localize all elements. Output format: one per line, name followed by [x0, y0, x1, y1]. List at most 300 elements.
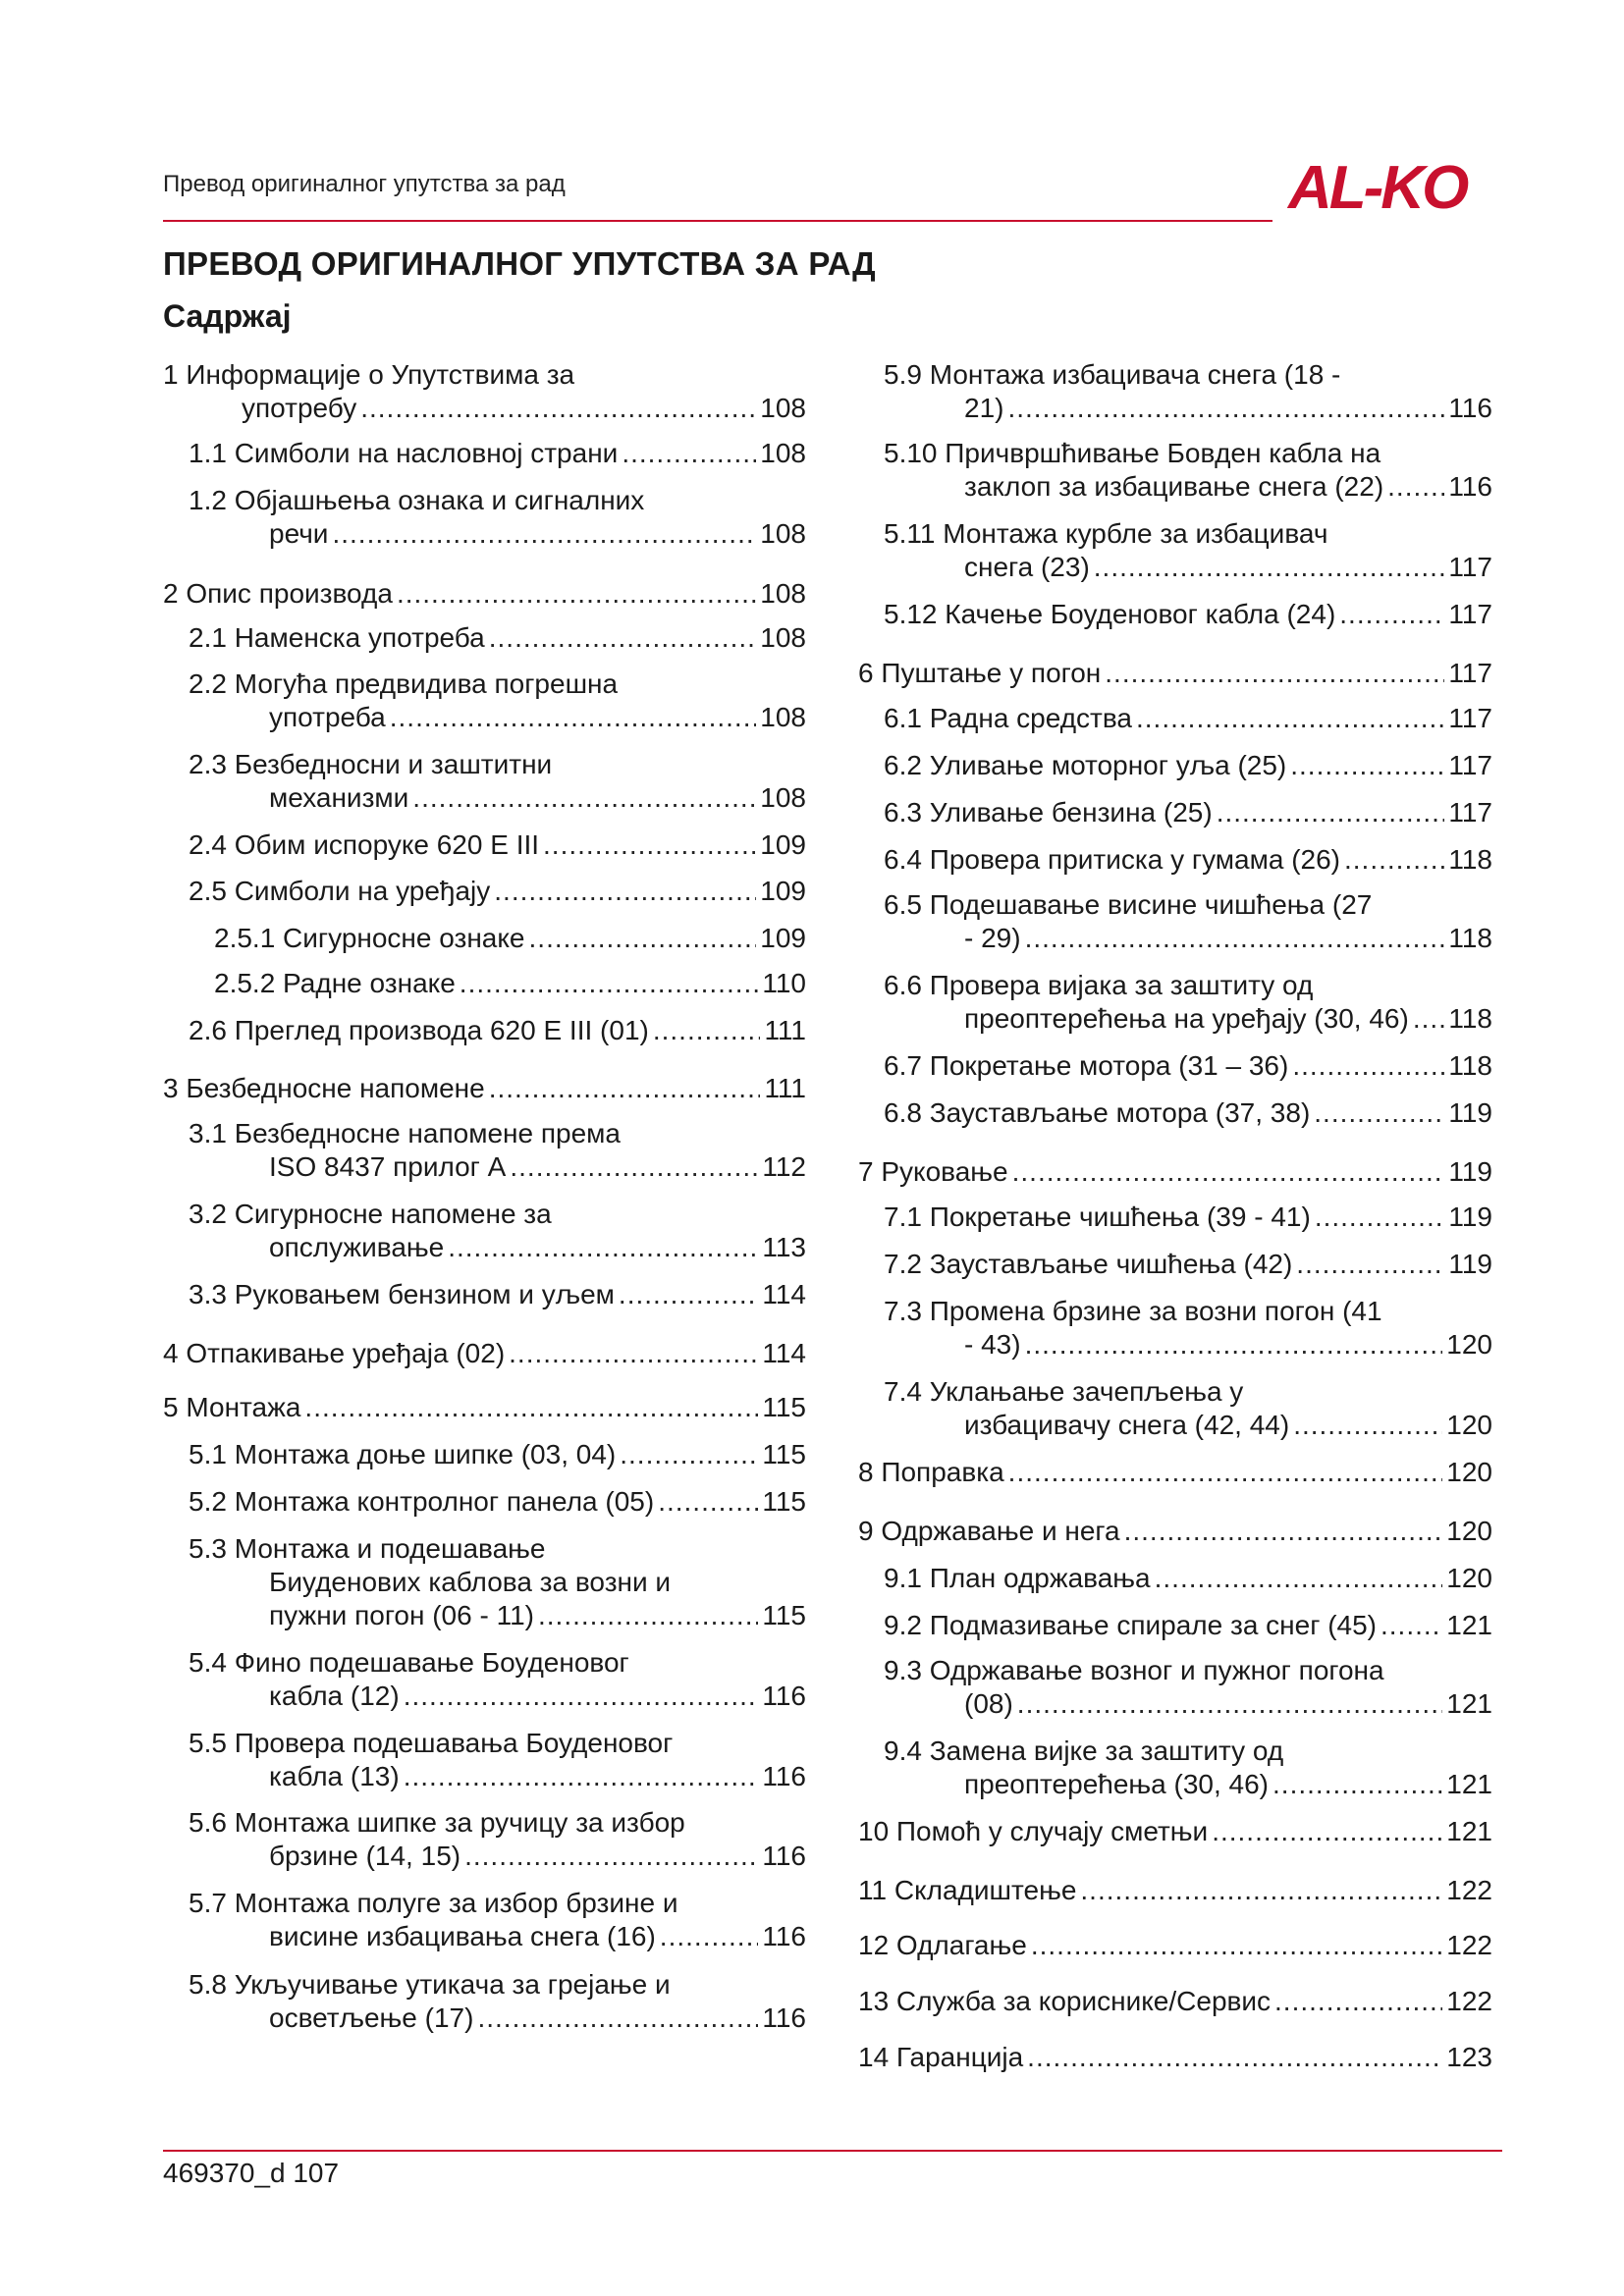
toc-leader-dots	[1315, 1201, 1445, 1234]
toc-entry[interactable]	[858, 1155, 1492, 1189]
toc-entry-text: 11 Складиштење	[858, 1875, 1077, 1905]
toc-page-number: 109	[760, 876, 806, 906]
toc-entry-last-line	[163, 967, 806, 1000]
toc-entry[interactable]	[163, 1968, 806, 2035]
toc-leader-dots	[1212, 1815, 1442, 1848]
toc-entry-text: 6 Пуштање у погон	[858, 658, 1102, 688]
toc-entry[interactable]	[163, 1198, 806, 1264]
toc-entry-text: 2.4 Обим испоруке 620 E III	[189, 829, 540, 860]
toc-leader-dots	[620, 1438, 758, 1471]
toc-entry[interactable]	[858, 598, 1492, 631]
running-header: Превод оригиналног упутства за рад	[163, 171, 566, 197]
toc-entry-text: висине избацивања снега (16)	[269, 1921, 656, 1951]
toc-page-number: 108	[760, 438, 806, 468]
toc-leader-dots	[509, 1337, 758, 1370]
toc-leader-dots	[658, 1485, 758, 1519]
toc-leader-dots	[1124, 1515, 1443, 1548]
toc-entry-text: 21)	[964, 393, 1004, 423]
toc-entry-text: 2.5.1 Сигурносне ознаке	[214, 923, 525, 953]
toc-entry[interactable]	[163, 1646, 806, 1713]
toc-entry-text: 5.5 Провера подешавања Боуденовог	[189, 1728, 674, 1758]
toc-page-number: 108	[760, 782, 806, 813]
toc-leader-dots	[304, 1391, 758, 1424]
toc-entry-last-line	[858, 1201, 1492, 1234]
toc-entry[interactable]	[163, 967, 806, 1000]
toc-leader-dots	[404, 1680, 759, 1713]
toc-entry-text: - 43)	[964, 1329, 1021, 1360]
footer-rule	[163, 2150, 1502, 2152]
toc-entry-last-line	[163, 781, 806, 815]
toc-entry-last-line	[163, 517, 806, 551]
toc-entry-last-line	[858, 1768, 1492, 1801]
toc-entry-last-line	[858, 1874, 1492, 1907]
toc-entry-text: 5.9 Монтажа избацивача снега (18 -	[884, 359, 1341, 390]
toc-entry[interactable]	[858, 749, 1492, 782]
toc-entry-text: употреба	[269, 702, 386, 732]
toc-entry-text: употребу	[242, 393, 357, 423]
toc-entry-text: 2 Опис производа	[163, 578, 393, 609]
toc-page-number: 118	[1448, 1050, 1492, 1081]
toc-entry[interactable]	[163, 437, 806, 470]
toc-entry-last-line	[858, 702, 1492, 735]
toc-page-number: 115	[762, 1486, 806, 1517]
toc-page-number: 118	[1448, 844, 1492, 875]
toc-entry[interactable]	[163, 358, 806, 425]
toc-entry-text: ISO 8437 прилог A	[269, 1151, 507, 1182]
toc-leader-dots	[1094, 551, 1445, 584]
toc-page-number: 115	[762, 1439, 806, 1469]
toc-page-number: 114	[762, 1338, 806, 1368]
toc-entry[interactable]	[163, 1438, 806, 1471]
toc-page-number: 108	[760, 702, 806, 732]
toc-entry-line	[858, 1654, 1492, 1687]
toc-entry-text: 1.2 Објашњења ознака и сигналних	[189, 485, 645, 515]
toc-page-number: 122	[1446, 1986, 1492, 2016]
toc-page-number: 117	[1448, 750, 1492, 780]
toc-entry-text: 6.8 Заустављање мотора (37, 38)	[884, 1097, 1311, 1128]
toc-page-number: 117	[1448, 599, 1492, 629]
toc-entry-text: 12 Одлагање	[858, 1930, 1027, 1960]
toc-entry-text: кабла (13)	[269, 1761, 400, 1791]
toc-entry[interactable]	[858, 1295, 1492, 1362]
alko-logo	[1286, 157, 1502, 216]
toc-entry[interactable]	[163, 577, 806, 611]
toc-leader-dots	[1274, 1985, 1442, 2018]
toc-entry[interactable]	[858, 1654, 1492, 1721]
toc-leader-dots	[404, 1760, 759, 1793]
toc-entry[interactable]	[858, 1096, 1492, 1130]
toc-page-number: 111	[764, 1073, 806, 1103]
toc-entry[interactable]	[163, 667, 806, 734]
toc-entry-text: 6.3 Уливање бензина (25)	[884, 797, 1213, 828]
toc-page-number: 117	[1448, 552, 1492, 582]
toc-entry-text: (08)	[964, 1688, 1013, 1719]
toc-entry-last-line	[163, 621, 806, 655]
toc-leader-dots	[460, 967, 759, 1000]
toc-leader-dots	[1292, 1049, 1444, 1083]
toc-page-number: 120	[1446, 1563, 1492, 1593]
toc-entry[interactable]	[163, 1278, 806, 1311]
toc-entry-text: 6.1 Радна средства	[884, 703, 1132, 733]
toc-entry-last-line	[163, 1920, 806, 1953]
toc-entry-text: 6.7 Покретање мотора (31 – 36)	[884, 1050, 1289, 1081]
toc-entry[interactable]	[163, 1014, 806, 1047]
toc-entry-text: 5.12 Качење Боуденовог кабла (24)	[884, 599, 1336, 629]
toc-page-number: 116	[762, 1921, 806, 1951]
toc-entry[interactable]	[858, 1049, 1492, 1083]
toc-entry[interactable]	[163, 1072, 806, 1105]
toc-leader-dots	[1007, 392, 1444, 425]
toc-entry-line	[163, 1968, 806, 2002]
toc-leader-dots	[1290, 749, 1444, 782]
toc-entry-last-line	[858, 551, 1492, 584]
toc-entry[interactable]	[858, 702, 1492, 735]
toc-entry-last-line	[858, 1002, 1492, 1036]
toc-entry-last-line	[163, 1438, 806, 1471]
toc-entry-text: 6.2 Уливање моторног уља (25)	[884, 750, 1287, 780]
toc-entry[interactable]	[858, 1735, 1492, 1801]
toc-entry-line	[858, 1295, 1492, 1328]
toc-page-number: 120	[1446, 1457, 1492, 1487]
toc-entry[interactable]	[858, 437, 1492, 504]
toc-entry-last-line	[858, 1456, 1492, 1489]
toc-entry[interactable]	[163, 748, 806, 815]
toc-entry[interactable]	[858, 517, 1492, 584]
toc-entry-last-line	[858, 1248, 1492, 1281]
toc-leader-dots	[489, 621, 757, 655]
toc-entry-text: 5.4 Фино подешавање Боуденовог	[189, 1647, 629, 1678]
toc-page-number: 116	[1448, 471, 1492, 502]
toc-entry-line	[858, 888, 1492, 922]
toc-entry-last-line	[858, 843, 1492, 877]
toc-entry-text: Биуденових каблова за возни и	[269, 1567, 672, 1597]
toc-entry[interactable]	[858, 1456, 1492, 1489]
toc-entry-last-line	[163, 1014, 806, 1047]
toc-entry-last-line	[858, 598, 1492, 631]
toc-entry-last-line	[163, 875, 806, 908]
toc-page-number: 117	[1448, 797, 1492, 828]
toc-entry-last-line	[163, 577, 806, 611]
toc-page-number: 115	[762, 1600, 806, 1630]
toc-entry-line	[858, 969, 1492, 1002]
toc-page-number: 118	[1448, 1003, 1492, 1034]
toc-entry-last-line	[163, 1680, 806, 1713]
toc-entry[interactable]	[858, 1929, 1492, 1962]
toc-entry-line	[163, 1532, 806, 1566]
toc-entry-last-line	[858, 657, 1492, 690]
toc-page-number: 109	[760, 923, 806, 953]
footer-page-number: 469370_d 107	[163, 2158, 340, 2188]
toc-leader-dots	[1136, 702, 1444, 735]
toc-entry[interactable]	[163, 1337, 806, 1370]
toc-entry-last-line	[858, 1562, 1492, 1595]
toc-leader-dots	[489, 1072, 761, 1105]
toc-entry[interactable]	[163, 484, 806, 551]
toc-entry-last-line	[858, 2041, 1492, 2074]
toc-page-number: 113	[762, 1232, 806, 1262]
toc-entry-text: 6.6 Провера вијака за заштиту од	[884, 970, 1314, 1000]
toc-page-number: 110	[762, 968, 806, 998]
toc-entry-text: 6.4 Провера притиска у гумама (26)	[884, 844, 1340, 875]
toc-entry-text: 5.10 Причвршћивање Бовден кабла на	[884, 438, 1381, 468]
toc-entry-last-line	[163, 1599, 806, 1632]
toc-leader-dots	[619, 1278, 758, 1311]
toc-entry[interactable]	[163, 828, 806, 862]
toc-entry[interactable]	[858, 843, 1492, 877]
toc-entry-last-line	[858, 1985, 1492, 2018]
toc-entry-text: 5.3 Монтажа и подешавање	[189, 1533, 546, 1564]
toc-entry-last-line	[858, 1929, 1492, 1962]
toc-entry-text: 1 Информације о Упутствима за	[163, 359, 575, 390]
toc-entry-text: заклоп за избацивање снега (22)	[964, 471, 1384, 502]
toc-leader-dots	[1012, 1155, 1445, 1189]
toc-entry-last-line	[858, 1096, 1492, 1130]
toc-entry[interactable]	[858, 796, 1492, 829]
toc-entry[interactable]	[858, 888, 1492, 955]
toc-leader-dots	[622, 437, 756, 470]
toc-entry-text: 2.5.2 Радне ознаке	[214, 968, 456, 998]
toc-entry[interactable]	[858, 969, 1492, 1036]
toc-entry[interactable]	[858, 1815, 1492, 1848]
toc-entry[interactable]	[163, 1117, 806, 1184]
toc-entry-line	[163, 1806, 806, 1840]
toc-entry-text: 2.2 Могућа предвидива погрешна	[189, 668, 619, 699]
toc-page-number: 116	[762, 1841, 806, 1871]
toc-entry[interactable]	[858, 1375, 1492, 1442]
toc-page-number: 116	[762, 2002, 806, 2033]
toc-leader-dots	[1293, 1409, 1442, 1442]
toc-entry-text: 1.1 Симболи на насловној страни	[189, 438, 619, 468]
toc-entry-text: осветљење (17)	[269, 2002, 474, 2033]
toc-leader-dots	[660, 1920, 759, 1953]
toc-page-number: 121	[1446, 1769, 1492, 1799]
toc-entry-text: 9 Одржавање и нега	[858, 1516, 1120, 1546]
toc-entry-text: 9.1 План одржавања	[884, 1563, 1151, 1593]
toc-entry-text: 14 Гаранција	[858, 2042, 1024, 2072]
toc-page-number: 120	[1446, 1329, 1492, 1360]
toc-entry-line	[163, 1887, 806, 1920]
toc-page-number: 121	[1446, 1688, 1492, 1719]
toc-page-number: 116	[762, 1761, 806, 1791]
toc-entry-text: 5.11 Монтажа курбле за избацивач	[884, 518, 1328, 549]
toc-leader-dots	[412, 781, 756, 815]
toc-entry[interactable]	[858, 358, 1492, 425]
toc-leader-dots	[1272, 1768, 1442, 1801]
toc-entry-last-line	[858, 1409, 1492, 1442]
toc-entry-last-line	[858, 796, 1492, 829]
toc-entry-text: 5.7 Монтажа полуге за избор брзине и	[189, 1888, 678, 1918]
toc-leader-dots	[1155, 1562, 1443, 1595]
toc-leader-dots	[1339, 598, 1444, 631]
toc-entry-text: 4 Отпакивање уређаја (02)	[163, 1338, 506, 1368]
toc-page-number: 121	[1446, 1816, 1492, 1846]
toc-entry-last-line	[858, 1049, 1492, 1083]
toc-entry-text: 13 Служба за кориснике/Сервис	[858, 1986, 1272, 2016]
toc-leader-dots	[1344, 843, 1444, 877]
toc-entry-text: 7.3 Промена брзине за возни погон (41	[884, 1296, 1382, 1326]
toc-entry-text: 7.2 Заустављање чишћења (42)	[884, 1249, 1293, 1279]
toc-leader-dots	[1017, 1687, 1442, 1721]
toc-entry-last-line	[163, 1760, 806, 1793]
toc-entry[interactable]	[163, 1727, 806, 1793]
toc-entry-last-line	[858, 470, 1492, 504]
toc-entry-last-line	[163, 1231, 806, 1264]
toc-page-number: 119	[1448, 1249, 1492, 1279]
toc-entry-line	[858, 1735, 1492, 1768]
toc-page-number: 116	[762, 1681, 806, 1711]
toc-page-number: 116	[1448, 393, 1492, 423]
toc-entry-last-line	[163, 2002, 806, 2035]
toc-page-number: 114	[762, 1279, 806, 1309]
toc-entry-text: 8 Поправка	[858, 1457, 1004, 1487]
toc-entry-text: 5.2 Монтажа контролног панела (05)	[189, 1486, 655, 1517]
toc-entry-last-line	[858, 922, 1492, 955]
toc-entry-text: 3.3 Руковањем бензином и уљем	[189, 1279, 615, 1309]
toc-entry[interactable]	[858, 2041, 1492, 2074]
toc-page-number: 118	[1448, 923, 1492, 953]
toc-entry-line	[163, 1198, 806, 1231]
toc-entry-text: 7 Руковање	[858, 1156, 1008, 1187]
toc-entry-text: 2.5 Симболи на уређају	[189, 876, 491, 906]
toc-leader-dots	[390, 701, 757, 734]
toc-entry-text: брзине (14, 15)	[269, 1841, 461, 1871]
toc-entry-last-line	[858, 1815, 1492, 1848]
toc-entry-last-line	[858, 1328, 1492, 1362]
toc-leader-dots	[494, 875, 756, 908]
toc-entry-last-line	[858, 1609, 1492, 1642]
toc-entry-last-line	[163, 437, 806, 470]
toc-entry-text: 7.4 Уклањање зачепљења у	[884, 1376, 1244, 1407]
toc-entry-text: 5.8 Укључивање утикача за грејање и	[189, 1969, 671, 2000]
toc-entry-last-line	[858, 749, 1492, 782]
toc-entry-text: преоптерећења (30, 46)	[964, 1769, 1270, 1799]
toc-entry-text: преоптерећења на уређају (30, 46)	[964, 1003, 1409, 1034]
toc-leader-dots	[1025, 922, 1445, 955]
toc-entry-text: 10 Помоћ у случају сметњи	[858, 1816, 1209, 1846]
toc-entry-text: 2.3 Безбедносни и заштитни	[189, 749, 553, 779]
toc-entry[interactable]	[163, 1806, 806, 1873]
toc-entry[interactable]	[163, 1485, 806, 1519]
toc-entry-last-line	[163, 1337, 806, 1370]
toc-entry-line	[163, 358, 806, 392]
toc-leader-dots	[360, 392, 756, 425]
toc-entry-line	[163, 1566, 806, 1599]
toc-entry[interactable]	[858, 657, 1492, 690]
toc-page-number: 115	[762, 1392, 806, 1422]
toc-leader-dots	[543, 828, 756, 862]
document-title: ПРЕВОД ОРИГИНАЛНОГ УПУТСТВА ЗА РАД	[163, 245, 876, 282]
toc-leader-dots	[1217, 796, 1445, 829]
toc-leader-dots	[477, 2002, 758, 2035]
toc-page-number: 108	[760, 622, 806, 653]
toc-entry-text: 3 Безбедносне напомене	[163, 1073, 485, 1103]
toc-entry-last-line	[163, 1485, 806, 1519]
toc-entry[interactable]	[858, 1609, 1492, 1642]
header-rule	[163, 220, 1272, 222]
toc-entry[interactable]	[858, 1985, 1492, 2018]
toc-entry[interactable]	[858, 1248, 1492, 1281]
toc-entry-last-line	[163, 1391, 806, 1424]
toc-entry-text: избацивачу снега (42, 44)	[964, 1410, 1290, 1440]
toc-entry-last-line	[163, 1072, 806, 1105]
toc-entry-text: 2.6 Преглед производа 620 E III (01)	[189, 1015, 649, 1045]
toc-entry[interactable]	[163, 875, 806, 908]
toc-entry[interactable]	[163, 1532, 806, 1632]
toc-leader-dots	[397, 577, 756, 611]
toc-page-number: 119	[1448, 1201, 1492, 1232]
toc-leader-dots	[1027, 2041, 1442, 2074]
toc-heading: Садржај	[163, 298, 292, 334]
toc-entry[interactable]	[858, 1562, 1492, 1595]
toc-entry-text: пужни погон (06 - 11)	[269, 1600, 534, 1630]
toc-entry-text: - 29)	[964, 923, 1021, 953]
toc-entry-last-line	[163, 828, 806, 862]
toc-entry-text: 6.5 Подешавање висине чишћења (27	[884, 889, 1373, 920]
toc-leader-dots	[529, 922, 757, 955]
toc-entry[interactable]	[858, 1874, 1492, 1907]
toc-entry-text: 5.6 Монтажа шипке за ручицу за избор	[189, 1807, 685, 1838]
toc-entry-line	[858, 437, 1492, 470]
toc-leader-dots	[332, 517, 756, 551]
toc-entry-text: механизми	[269, 782, 409, 813]
toc-entry-last-line	[163, 392, 806, 425]
toc-entry[interactable]	[858, 1201, 1492, 1234]
toc-entry-text: 5 Монтажа	[163, 1392, 301, 1422]
toc-entry[interactable]	[163, 1887, 806, 1953]
toc-entry-line	[163, 748, 806, 781]
toc-entry[interactable]	[163, 621, 806, 655]
toc-entry[interactable]	[858, 1515, 1492, 1548]
toc-entry-line	[163, 1727, 806, 1760]
toc-leader-dots	[1387, 470, 1444, 504]
toc-entry-line	[858, 517, 1492, 551]
toc-entry-last-line	[858, 1155, 1492, 1189]
toc-leader-dots	[538, 1599, 758, 1632]
toc-entry-last-line	[858, 1515, 1492, 1548]
toc-page-number: 120	[1446, 1516, 1492, 1546]
toc-leader-dots	[653, 1014, 761, 1047]
toc-leader-dots	[1296, 1248, 1444, 1281]
toc-page-number: 117	[1448, 703, 1492, 733]
toc-entry-last-line	[163, 922, 806, 955]
toc-entry-text: 9.2 Подмазивање спирале за снег (45)	[884, 1610, 1377, 1640]
toc-entry-text: 3.1 Безбедносне напомене према	[189, 1118, 621, 1148]
toc-page-number: 121	[1446, 1610, 1492, 1640]
toc-entry-text: 9.4 Замена вијке за заштиту од	[884, 1735, 1284, 1766]
toc-page-number: 119	[1448, 1097, 1492, 1128]
toc-entry-line	[163, 484, 806, 517]
toc-leader-dots	[448, 1231, 758, 1264]
toc-page-number: 120	[1446, 1410, 1492, 1440]
toc-entry-text: 7.1 Покретање чишћења (39 - 41)	[884, 1201, 1311, 1232]
toc-page-number: 122	[1446, 1930, 1492, 1960]
toc-leader-dots	[1413, 1002, 1445, 1036]
toc-page-number: 122	[1446, 1875, 1492, 1905]
toc-page-number: 112	[762, 1151, 806, 1182]
toc-entry-line	[858, 358, 1492, 392]
toc-leader-dots	[1008, 1456, 1443, 1489]
toc-entry[interactable]	[163, 1391, 806, 1424]
toc-entry-line	[163, 1646, 806, 1680]
svg-text:AL-KO: AL-KO	[1288, 157, 1467, 216]
toc-entry[interactable]	[163, 922, 806, 955]
toc-page-number: 111	[764, 1015, 806, 1045]
toc-leader-dots	[1031, 1929, 1442, 1962]
toc-leader-dots	[464, 1840, 758, 1873]
toc-entry-line	[163, 1117, 806, 1150]
toc-leader-dots	[1025, 1328, 1443, 1362]
toc-page-number: 117	[1448, 658, 1492, 688]
